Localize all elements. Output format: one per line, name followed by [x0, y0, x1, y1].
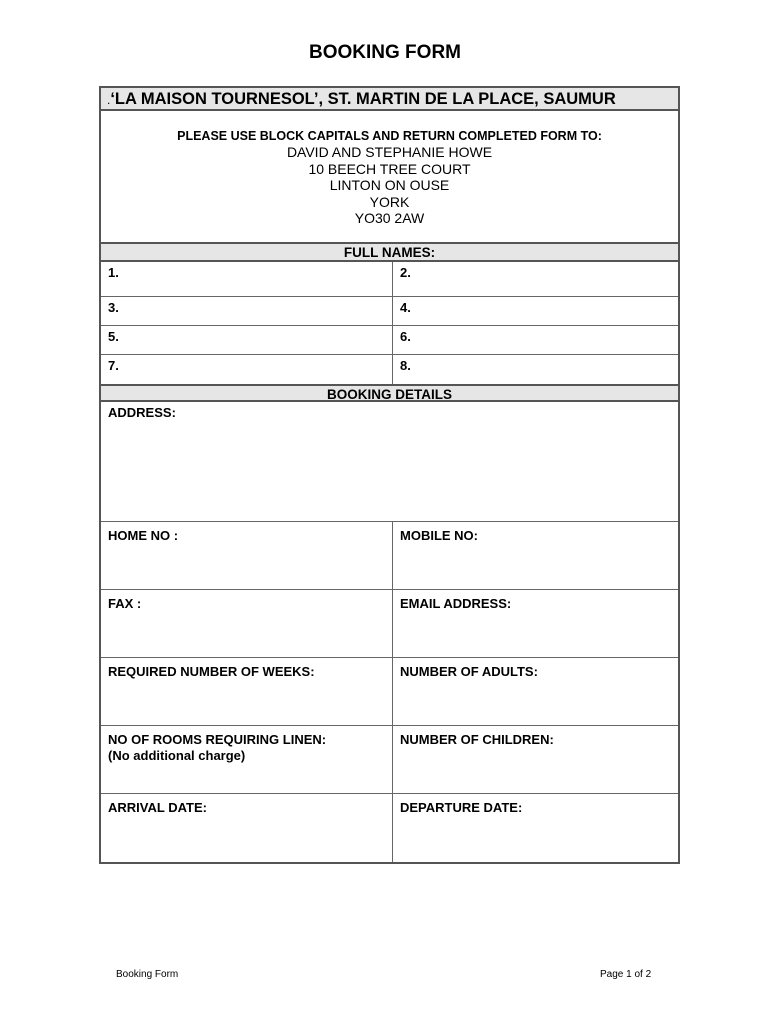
venue-band: [101, 88, 678, 111]
weeks-label: REQUIRED NUMBER OF WEEKS:: [108, 664, 315, 679]
full-names-heading: FULL NAMES:: [101, 244, 678, 262]
children-label: NUMBER OF CHILDREN:: [400, 732, 554, 747]
linen-label: NO OF ROOMS REQUIRING LINEN:: [108, 732, 327, 747]
footer-document-name: Booking Form: [116, 969, 179, 980]
detail-row: [101, 522, 678, 590]
departure-date-label: DEPARTURE DATE:: [400, 800, 523, 815]
name-field-5[interactable]: [101, 326, 393, 354]
address-row: [101, 402, 678, 522]
linen-note: (No additional charge): [108, 748, 246, 763]
departure-date-field[interactable]: [393, 794, 678, 862]
fax-label: FAX :: [108, 596, 142, 611]
mobile-no-label: MOBILE NO:: [400, 528, 478, 543]
home-no-label: HOME NO :: [108, 528, 179, 543]
fax-field[interactable]: [101, 590, 393, 657]
name-slot-label: 3.: [108, 300, 119, 315]
detail-row: [101, 590, 678, 658]
detail-row: [101, 794, 678, 862]
name-field-4[interactable]: [393, 297, 678, 325]
names-row: [101, 326, 678, 355]
address-label: ADDRESS:: [108, 405, 176, 420]
mobile-no-field[interactable]: [393, 522, 678, 589]
name-field-1[interactable]: [101, 262, 393, 296]
footer-page-number: Page 1 of 2: [600, 969, 652, 980]
home-no-field[interactable]: [101, 522, 393, 589]
return-address-line: 10 BEECH TREE COURT: [308, 160, 471, 177]
return-address-line: YO30 2AW: [354, 210, 425, 227]
name-field-6[interactable]: [393, 326, 678, 354]
name-slot-label: 6.: [400, 329, 411, 344]
arrival-date-label: ARRIVAL DATE:: [108, 800, 207, 815]
name-field-2[interactable]: [393, 262, 678, 296]
name-slot-label: 7.: [108, 358, 119, 373]
venue-prefix: .: [107, 93, 111, 107]
name-field-3[interactable]: [101, 297, 393, 325]
return-address-line: DAVID AND STEPHANIE HOWE: [286, 144, 493, 160]
names-row: [101, 262, 678, 297]
linen-field[interactable]: [101, 726, 393, 793]
names-row: [101, 297, 678, 326]
address-field[interactable]: [101, 402, 678, 521]
booking-form: [99, 86, 680, 864]
instructions-lead: PLEASE USE BLOCK CAPITALS AND RETURN COMPLETED FORM TO:: [177, 129, 602, 143]
venue-name: ‘LA MAISON TOURNESOL’, ST. MARTIN DE LA PLACE, SAUMUR: [110, 90, 616, 108]
name-slot-label: 1.: [108, 265, 119, 280]
detail-row: [101, 658, 678, 726]
email-field[interactable]: [393, 590, 678, 657]
children-field[interactable]: [393, 726, 678, 793]
return-address-line: LINTON ON OUSE: [329, 177, 450, 194]
name-slot-label: 5.: [108, 329, 119, 344]
return-address-line: YORK: [369, 193, 410, 210]
name-slot-label: 8.: [400, 358, 411, 373]
page-title: BOOKING FORM: [309, 42, 461, 63]
return-instructions: [101, 111, 678, 244]
weeks-field[interactable]: [101, 658, 393, 725]
name-slot-label: 2.: [400, 265, 411, 280]
detail-row: [101, 726, 678, 794]
name-field-7[interactable]: [101, 355, 393, 384]
adults-label: NUMBER OF ADULTS:: [400, 664, 538, 679]
adults-field[interactable]: [393, 658, 678, 725]
email-label: EMAIL ADDRESS:: [400, 596, 512, 611]
booking-details-heading: BOOKING DETAILS: [101, 384, 678, 402]
names-row: [101, 355, 678, 384]
arrival-date-field[interactable]: [101, 794, 393, 862]
name-field-8[interactable]: [393, 355, 678, 384]
name-slot-label: 4.: [400, 300, 411, 315]
